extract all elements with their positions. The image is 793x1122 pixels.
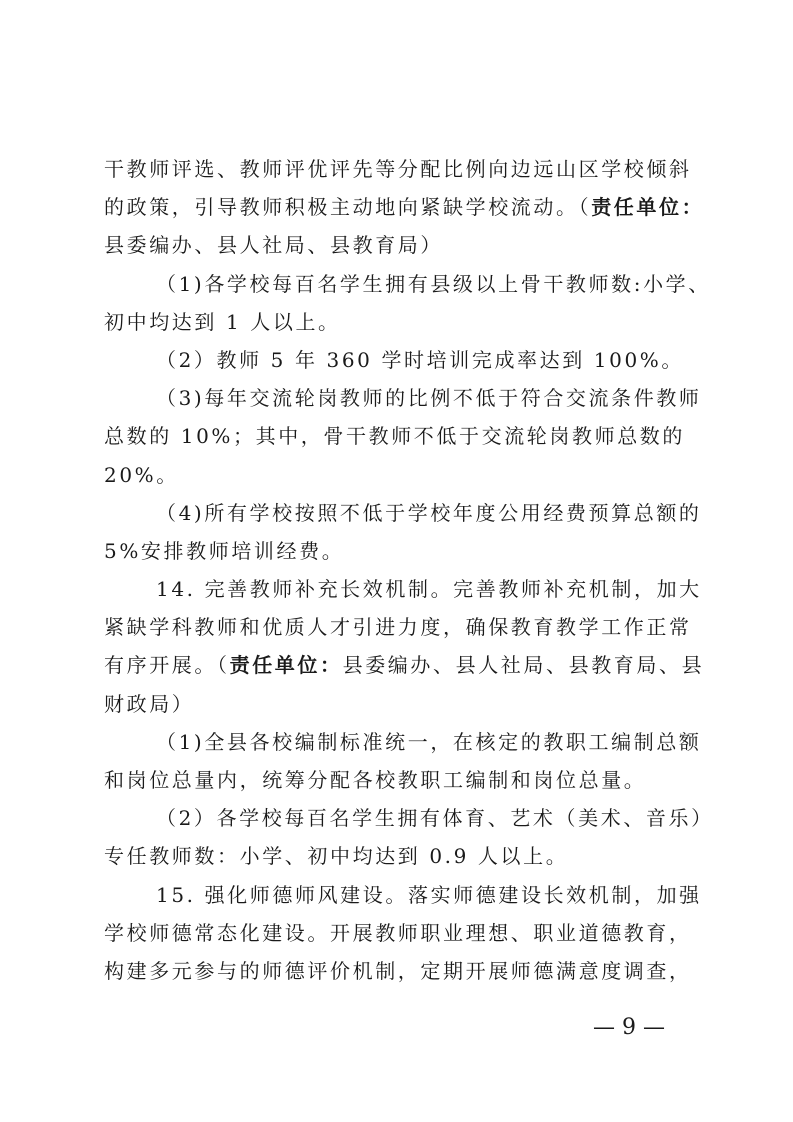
text-line: 和岗位总量内，统筹分配各校教职工编制和岗位总量。 [104,768,647,792]
text-line: 总数的 10%；其中，骨干教师不低于交流轮岗教师总数的 [104,424,686,449]
text-line [104,188,705,226]
text-line: 干教师评选、教师评优评先等分配比例向边远山区学校倾斜 [104,157,692,181]
text-line: 5%安排教师培训经费。 [104,538,345,563]
text-line: 专任教师数：小学、初中均达到 0.9 人以上。 [104,844,569,869]
page-number: — 9 — [593,1015,665,1040]
section-heading-15: 15. 强化师德师风建设。落实师德建设长效机制，加强 [156,882,702,907]
text-line: 学校师德常态化建设。开展教师职业理想、职业道德教育， [104,920,692,945]
text-line: （4)所有学校按照不低于学校年度公用经费预算总额的 [156,500,702,525]
text-line: 20%。 [104,462,179,487]
text-line: 财政局） [104,691,195,716]
text-line: （1)全县各校编制标准统一，在核定的教职工编制总额 [156,729,702,754]
text-line: （3)每年交流轮岗教师的比例不低于符合交流条件教师 [156,386,702,411]
text-line: （1)各学校每百名学生拥有县级以上骨干教师数:小学、 [156,271,711,296]
responsible-unit-label: 责任单位： [229,653,343,678]
section-heading-14: 14. 完善教师补充长效机制。完善教师补充机制，加大 [156,577,702,602]
responsible-unit-label: 责任单位： [591,195,705,220]
text-line: 构建多元参与的师德评价机制，定期开展师德满意度调查， [104,958,692,983]
text-line: 紧缺学科教师和优质人才引进力度，确保教育教学工作正常 [104,615,692,640]
text-line: 初中均达到 1 人以上。 [104,309,341,334]
body-text [104,150,714,990]
text-line [104,646,705,684]
text-span: 的政策，引导教师积极主动地向紧缺学校流动。（ [104,195,592,220]
text-span: 县委编办、县人社局、县教育局、县 [342,653,705,678]
text-line: （2）各学校每百名学生拥有体育、艺术（美术、音乐） [156,806,714,831]
text-line: （2）教师 5 年 360 学时培训完成率达到 100%。 [156,347,684,372]
text-span: 有序开展。（ [104,653,230,678]
text-line: 县委编办、县人社局、县教育局） [104,233,443,258]
